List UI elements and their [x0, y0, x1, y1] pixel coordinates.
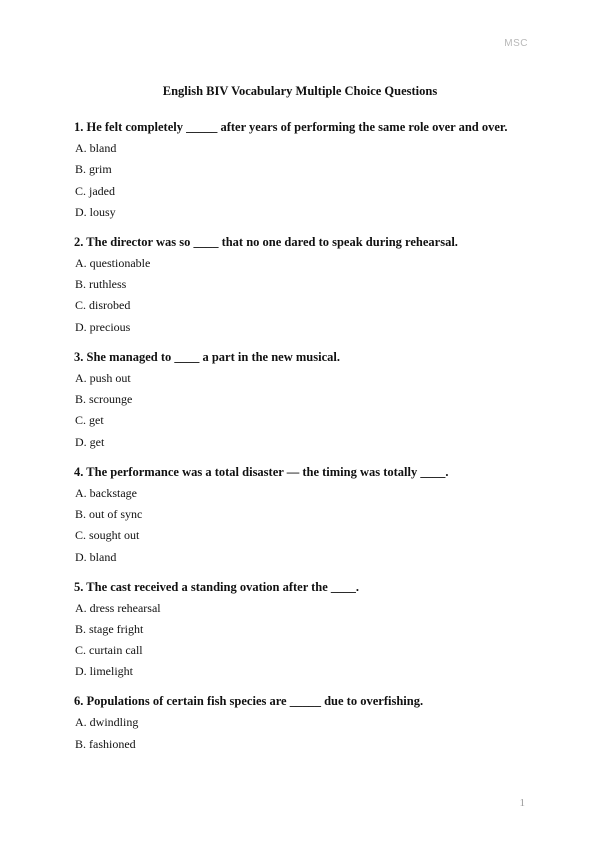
option-a: A. questionable [75, 255, 151, 270]
option-c: C. sought out [75, 528, 140, 543]
option-b: B. stage fright [75, 621, 144, 636]
option-list [74, 255, 540, 335]
option-b: B. fashioned [75, 736, 136, 751]
option-d: D. lousy [75, 204, 116, 219]
option-list [74, 714, 540, 751]
question-list [74, 119, 540, 766]
option-d: D. limelight [75, 664, 133, 679]
option-c: C. get [75, 413, 104, 428]
option-c: C. disrobed [75, 298, 131, 313]
option-a: A. dress rehearsal [75, 600, 161, 615]
option-c: C. curtain call [75, 643, 143, 658]
option-c: C. jaded [75, 183, 115, 198]
question-text: 6. Populations of certain fish species are _____ due to overfishing. [74, 694, 424, 709]
option-a: A. bland [75, 141, 117, 155]
option-list [74, 600, 540, 680]
option-b: B. scrounge [75, 392, 133, 407]
question-3 [74, 349, 540, 450]
option-list [74, 140, 540, 220]
question-text: 5. The cast received a standing ovation after the ____. [74, 579, 360, 594]
document-title: English BIV Vocabulary Multiple Choice Questions [162, 84, 438, 98]
option-d: D. get [75, 434, 105, 449]
question-2 [74, 234, 540, 335]
option-list [74, 370, 540, 450]
question-4 [74, 464, 540, 565]
option-a: A. dwindling [75, 715, 139, 730]
question-text: 3. She managed to ____ a part in the new musical. [74, 349, 340, 364]
question-text: 4. The performance was a total disaster — the timing was totally ____. [74, 464, 449, 479]
question-6 [74, 693, 540, 751]
option-a: A. backstage [75, 485, 137, 500]
question-1 [74, 119, 540, 220]
option-b: B. out of sync [75, 506, 143, 521]
option-list [74, 485, 540, 565]
question-text: 2. The director was so ____ that no one dared to speak during rehearsal. [74, 234, 458, 249]
question-5 [74, 579, 540, 680]
option-b: B. grim [75, 162, 112, 177]
option-d: D. precious [75, 319, 131, 334]
header-mark: MSC [504, 38, 528, 49]
page-number: 1 [519, 797, 525, 809]
question-text: 1. He felt completely _____ after years of performing the same role over and over. [74, 120, 508, 134]
option-b: B. ruthless [75, 277, 127, 292]
option-a: A. push out [75, 370, 131, 385]
option-d: D. bland [75, 549, 117, 564]
